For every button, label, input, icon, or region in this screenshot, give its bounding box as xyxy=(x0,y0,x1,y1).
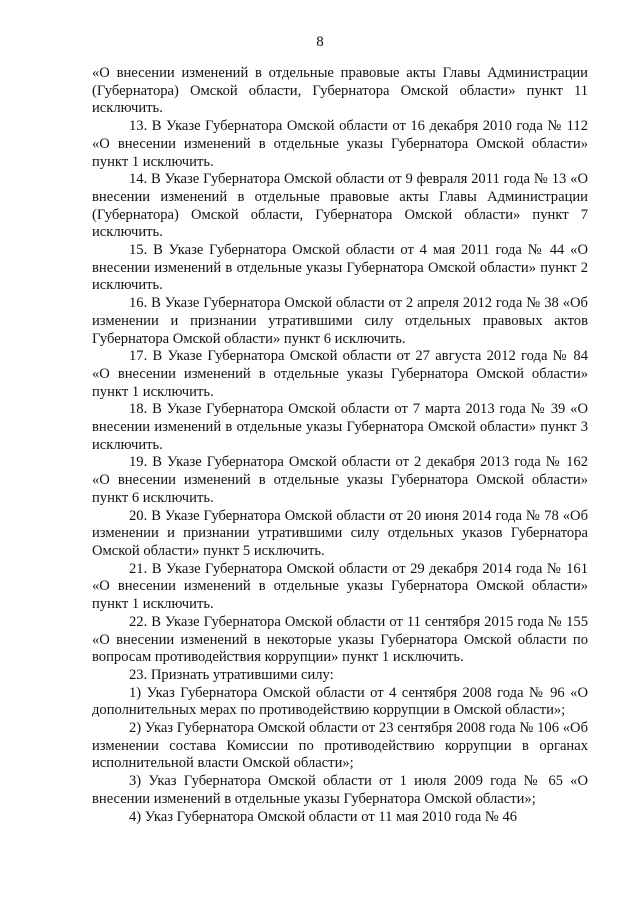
paragraph-item-21: 21. В Указе Губернатора Омской области от 29 декабря 2014 года № 161 «О внесении изменений в отдельные указы Губернатора Омской области» пункт 1 исключить. xyxy=(92,560,588,613)
paragraph-item-23: 23. Признать утратившими силу: xyxy=(129,666,334,683)
subitem-2: 2) Указ Губернатора Омской области от 23 сентября 2008 года № 106 «Об изменении состава Комиссии по противодействию коррупции в органах исполнительной власти Омской области»; xyxy=(92,720,588,772)
page-number: 8 xyxy=(316,34,324,50)
paragraph-item-19: 19. В Указе Губернатора Омской области от 2 декабря 2013 года № 162 «О внесении изменений в отдельные указы Губернатора Омской области» пункт 6 исключить. xyxy=(92,454,588,506)
document-body xyxy=(92,65,588,826)
paragraph-item-13: 13. В Указе Губернатора Омской области от 16 декабря 2010 года № 112 «О внесении изменений в отдельные указы Губернатора Омской области» пункт 1 исключить. xyxy=(92,118,588,170)
paragraph-item-15: 15. В Указе Губернатора Омской области от 4 мая 2011 года № 44 «О внесении изменений в отдельные указы Губернатора Омской области» пункт 2 исключить. xyxy=(92,242,588,294)
paragraph-item-14: 14. В Указе Губернатора Омской области от 9 февраля 2011 года № 13 «О внесении изменений в отдельные правовые акты Главы Администрации (Губернатора) Омской области, Губернатора Омской области» пункт 7 исключить. xyxy=(92,171,588,241)
subitem-4: 4) Указ Губернатора Омской области от 11 мая 2010 года № 46 xyxy=(129,808,518,825)
paragraph-item-22: 22. В Указе Губернатора Омской области от 11 сентября 2015 года № 155 «О внесении изменений в некоторые указы Губернатора Омской области по вопросам противодействия коррупции» пункт 1 исключить. xyxy=(92,613,588,666)
paragraph-item-16: 16. В Указе Губернатора Омской области от 2 апреля 2012 года № 38 «Об изменении и признании утратившими силу отдельных правовых актов Губернатора Омской области» пункт 6 исключить. xyxy=(92,295,588,347)
paragraph-item-18: 18. В Указе Губернатора Омской области от 7 марта 2013 года № 39 «О внесении изменений в отдельные указы Губернатора Омской области» пункт 3 исключить. xyxy=(92,401,588,453)
subitem-1: 1) Указ Губернатора Омской области от 4 сентября 2008 года № 96 «О дополнительных мерах по противодействию коррупции в Омской области»; xyxy=(92,684,588,719)
paragraph-item-20: 20. В Указе Губернатора Омской области от 20 июня 2014 года № 78 «Об изменении и признании утратившими силу отдельных указов Губернатора Омской области» пункт 5 исключить. xyxy=(92,507,588,559)
paragraph-item-17: 17. В Указе Губернатора Омской области от 27 августа 2012 года № 84 «О внесении изменений в отдельные указы Губернатора Омской области» пункт 1 исключить. xyxy=(92,348,588,400)
subitem-3: 3) Указ Губернатора Омской области от 1 июля 2009 года № 65 «О внесении изменений в отдельные указы Губернатора Омской области»; xyxy=(92,773,588,807)
paragraph-continuation: «О внесении изменений в отдельные правовые акты Главы Администрации (Губернатора) Омской области, Губернатора Омской области» пункт 11 исключить. xyxy=(92,65,588,117)
